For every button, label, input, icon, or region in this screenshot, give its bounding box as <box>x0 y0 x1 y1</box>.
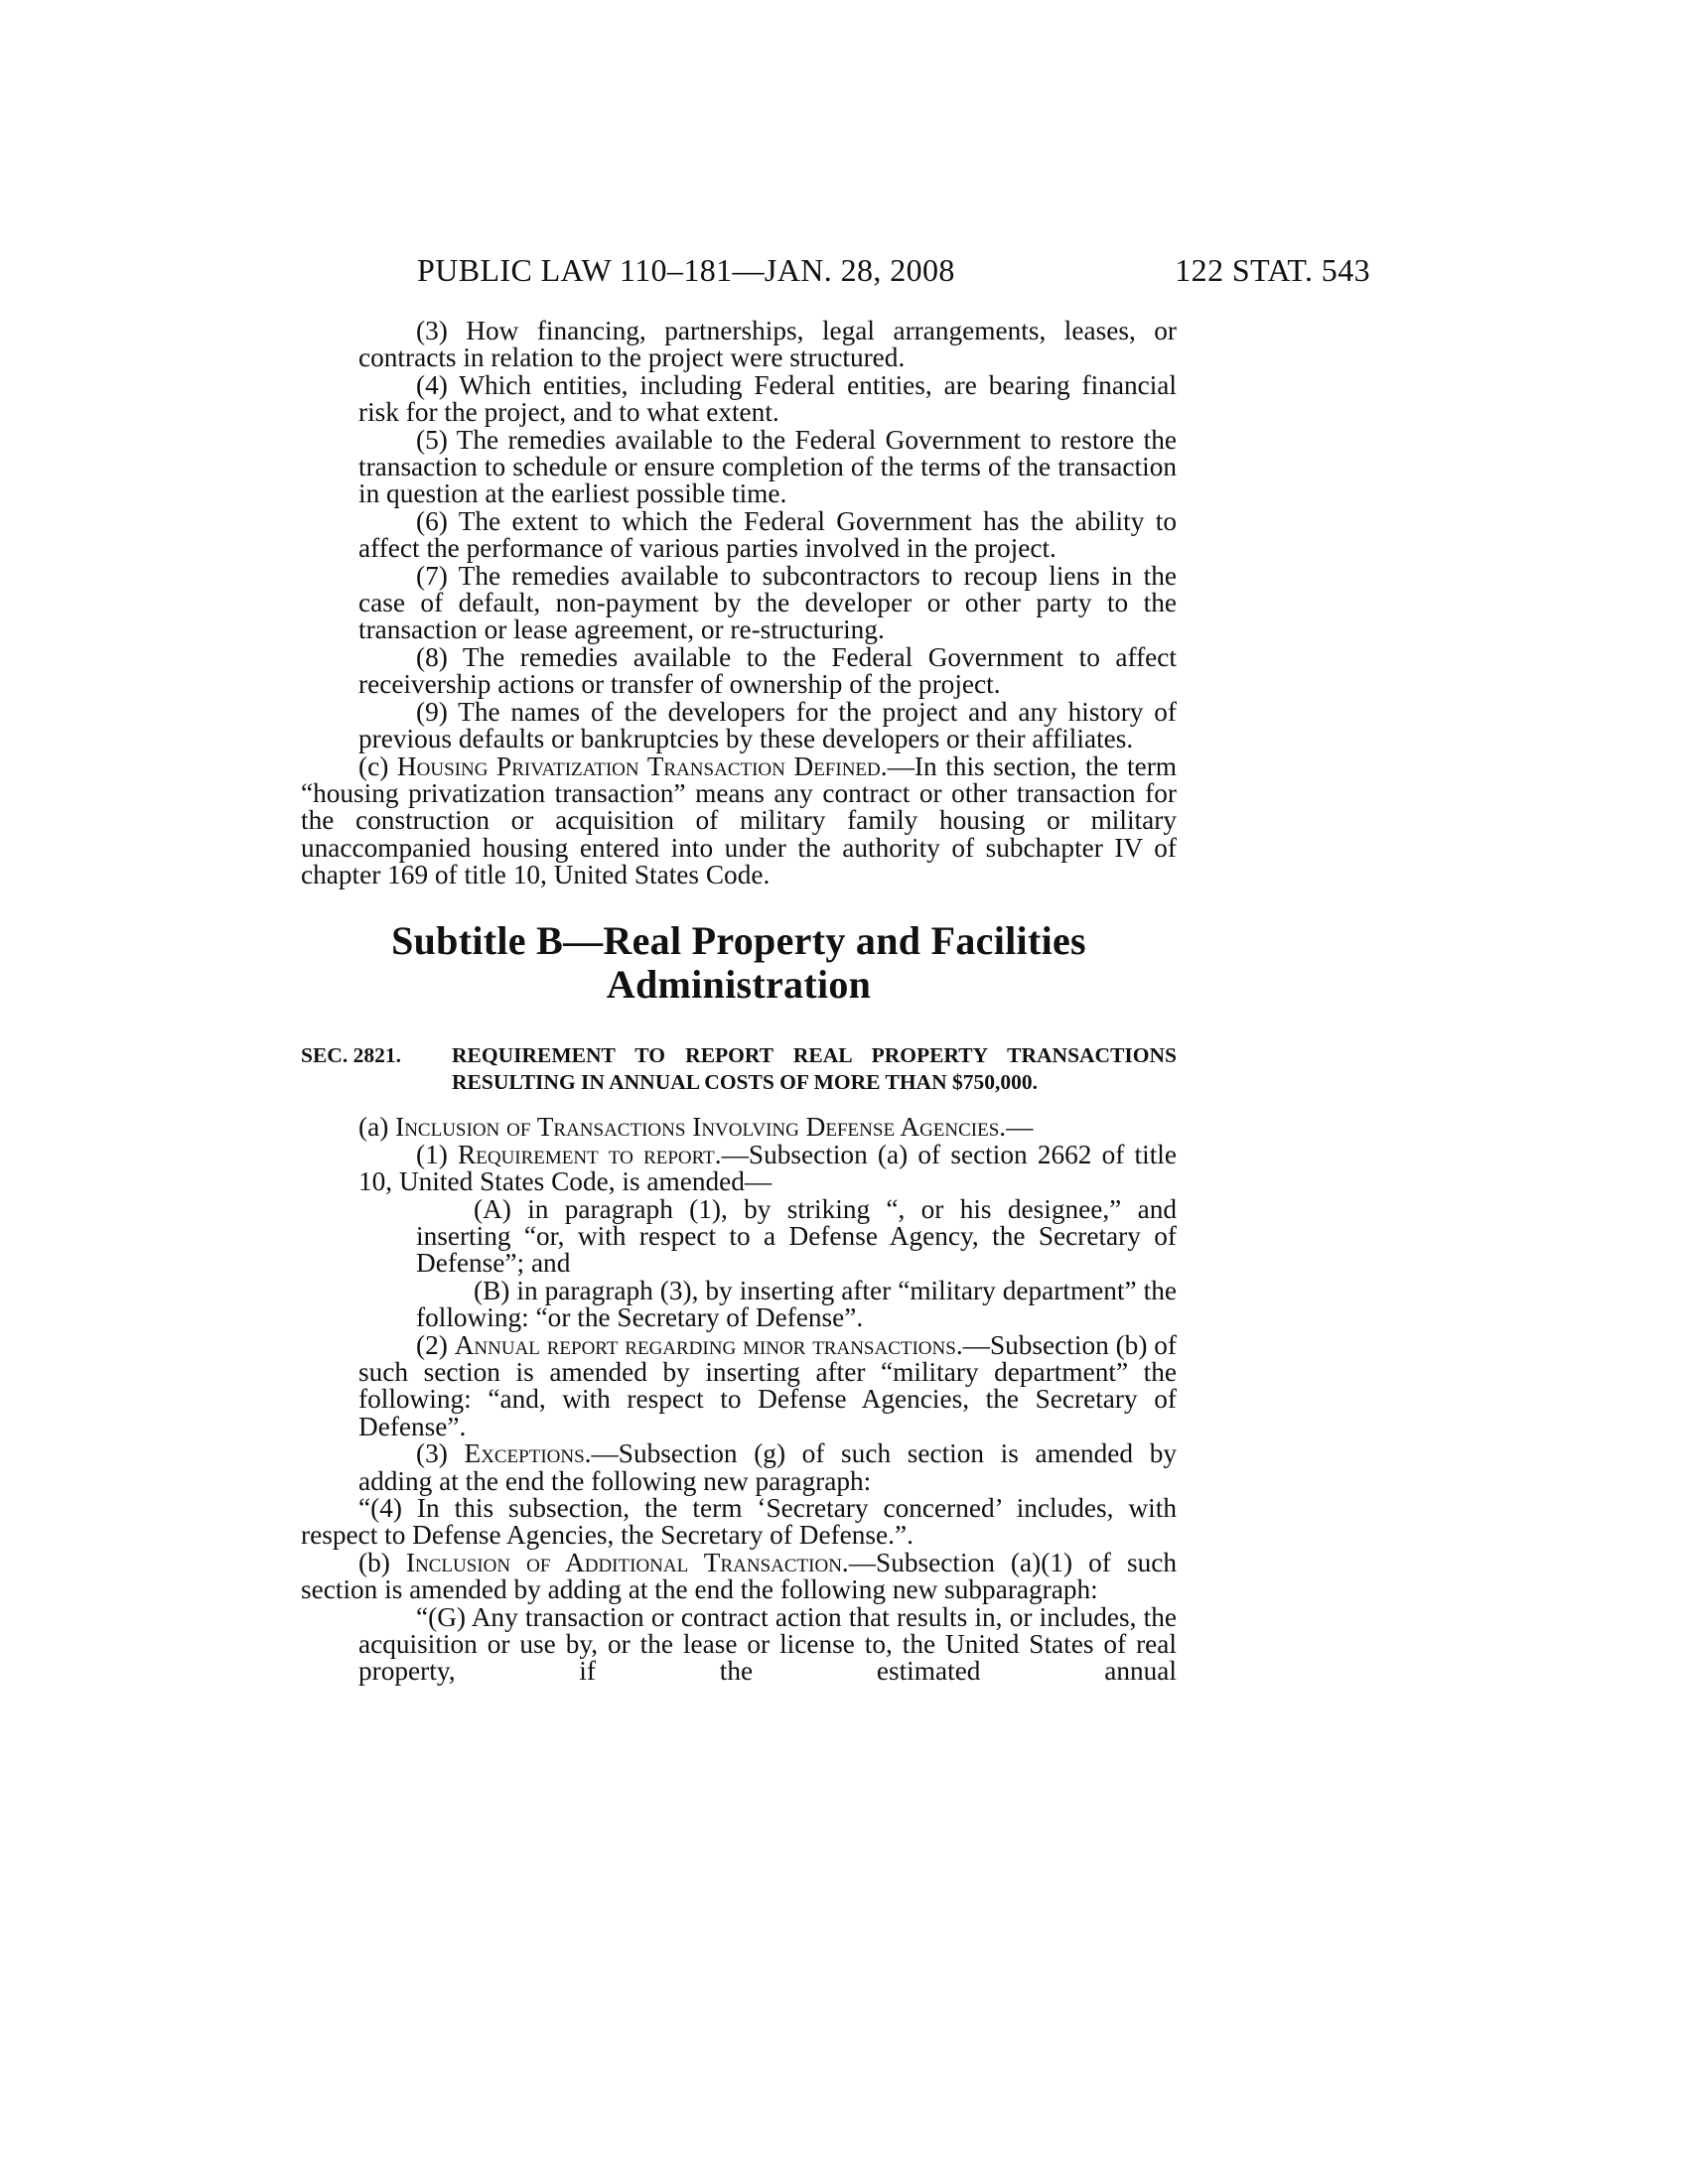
paragraph-a1-number: (1) <box>416 1139 459 1169</box>
paragraph-4: (4) Which entities, including Federal entities, are bearing financial risk for the project, and to what extent. <box>358 369 1177 428</box>
subtitle-line-2: Administration <box>606 961 872 1007</box>
subsection-c <box>301 753 1177 889</box>
paragraph-6: (6) The extent to which the Federal Government has the ability to affect the performance of various parties involved in the project. <box>358 505 1177 564</box>
section-title: REQUIREMENT TO REPORT REAL PROPERTY TRANSACTIONS RESULTING IN ANNUAL COSTS OF MORE THAN $750,000. <box>452 1042 1177 1094</box>
paragraph-a2-number: (2) <box>416 1329 455 1360</box>
subtitle-line-1: Subtitle B—Real Property and Facilities <box>391 917 1086 963</box>
subsection-b-heading: Inclusion of Additional Transaction. <box>405 1547 849 1577</box>
quoted-subparagraph-G: “(G) Any transaction or contract action that results in, or includes, the acquisition or use by, or the lease or license to, the United States of real property, if the estimated annual <box>358 1601 1177 1687</box>
subsection-c-heading: Housing Privatization Transaction Defined. <box>396 751 888 781</box>
statute-page-number: 122 STAT. 543 <box>1175 252 1370 288</box>
paragraph-a1 <box>301 1139 1177 1197</box>
page-header <box>417 250 1370 290</box>
document-body <box>301 318 1177 1686</box>
subsection-b-text: —Subsection (a)(1) of such section is amended by adding at the end the following new subparagraph: <box>301 1547 1177 1605</box>
public-law-citation: PUBLIC LAW 110–181—JAN. 28, 2008 <box>417 252 955 288</box>
paragraph-a2-text: —Subsection (b) of such section is amended by inserting after “military department” the following: “and, with respect to Defense Agencies, the Secretary of Defense”. <box>358 1329 1178 1441</box>
subparagraph-aA: (A) in paragraph (1), by striking “, or his designee,” and inserting “or, with respect to a Defense Agency, the Secretary of Defense”; and <box>416 1193 1177 1279</box>
section-number: SEC. 2821. <box>301 1042 401 1067</box>
subsection-a-heading: Inclusion of Transactions Involving Defense Agencies. <box>395 1112 1007 1143</box>
paragraph-a3-heading: Exceptions. <box>464 1438 592 1469</box>
paragraph-a1-text: —Subsection (a) of section 2662 of title 10, United States Code, is amended— <box>358 1139 1177 1197</box>
paragraph-a2 <box>301 1329 1178 1441</box>
quoted-paragraph-4: “(4) In this subsection, the term ‘Secretary concerned’ includes, with respect to Defense Agencies, the Secretary of Defense.”. <box>301 1493 1177 1551</box>
paragraph-5: (5) The remedies available to the Federal Government to restore the transaction to schedule or ensure completion of the terms of the transaction in question at the earliest possible time. <box>358 424 1177 509</box>
paragraph-a1-heading: Requirement to report. <box>458 1139 722 1169</box>
subsection-a <box>301 1114 1177 1141</box>
subsection-c-number: (c) <box>358 751 397 781</box>
subsection-a-text: — <box>1006 1112 1034 1143</box>
paragraph-a2-heading: Annual report regarding minor transactions. <box>454 1329 963 1360</box>
subtitle-heading <box>301 919 1177 1007</box>
paragraph-a3 <box>301 1440 1177 1495</box>
subsection-b-number: (b) <box>358 1547 406 1577</box>
subsection-c-text: —In this section, the term “housing privatization transaction” means any contract or other transaction for the construction or acquisition of military family housing or military unaccompanied housing entered into under the authority of subchapter IV of chapter 169 of title 10, United States Code. <box>301 751 1178 890</box>
paragraph-8: (8) The remedies available to the Federal Government to affect receivership actions or transfer of ownership of the project. <box>358 641 1177 700</box>
paragraph-a3-text: —Subsection (g) of such section is amended by adding at the end the following new paragraph: <box>358 1438 1177 1496</box>
section-heading <box>301 1042 1177 1097</box>
paragraph-9: (9) The names of the developers for the project and any history of previous defaults or bankruptcies by these developers or their affiliates. <box>358 696 1177 754</box>
subparagraph-aB: (B) in paragraph (3), by inserting after “military department” the following: “or the Secretary of Defense”. <box>416 1275 1177 1333</box>
paragraph-3: (3) How financing, partnerships, legal arrangements, leases, or contracts in relation to the project were structured. <box>358 316 1177 373</box>
paragraph-a3-number: (3) <box>416 1438 465 1469</box>
paragraph-7: (7) The remedies available to subcontractors to recoup liens in the case of default, non-payment by the developer or other party to the transaction or lease agreement, or re-structuring. <box>358 560 1177 645</box>
subsection-b <box>301 1547 1177 1605</box>
subsection-a-number: (a) <box>358 1112 396 1143</box>
